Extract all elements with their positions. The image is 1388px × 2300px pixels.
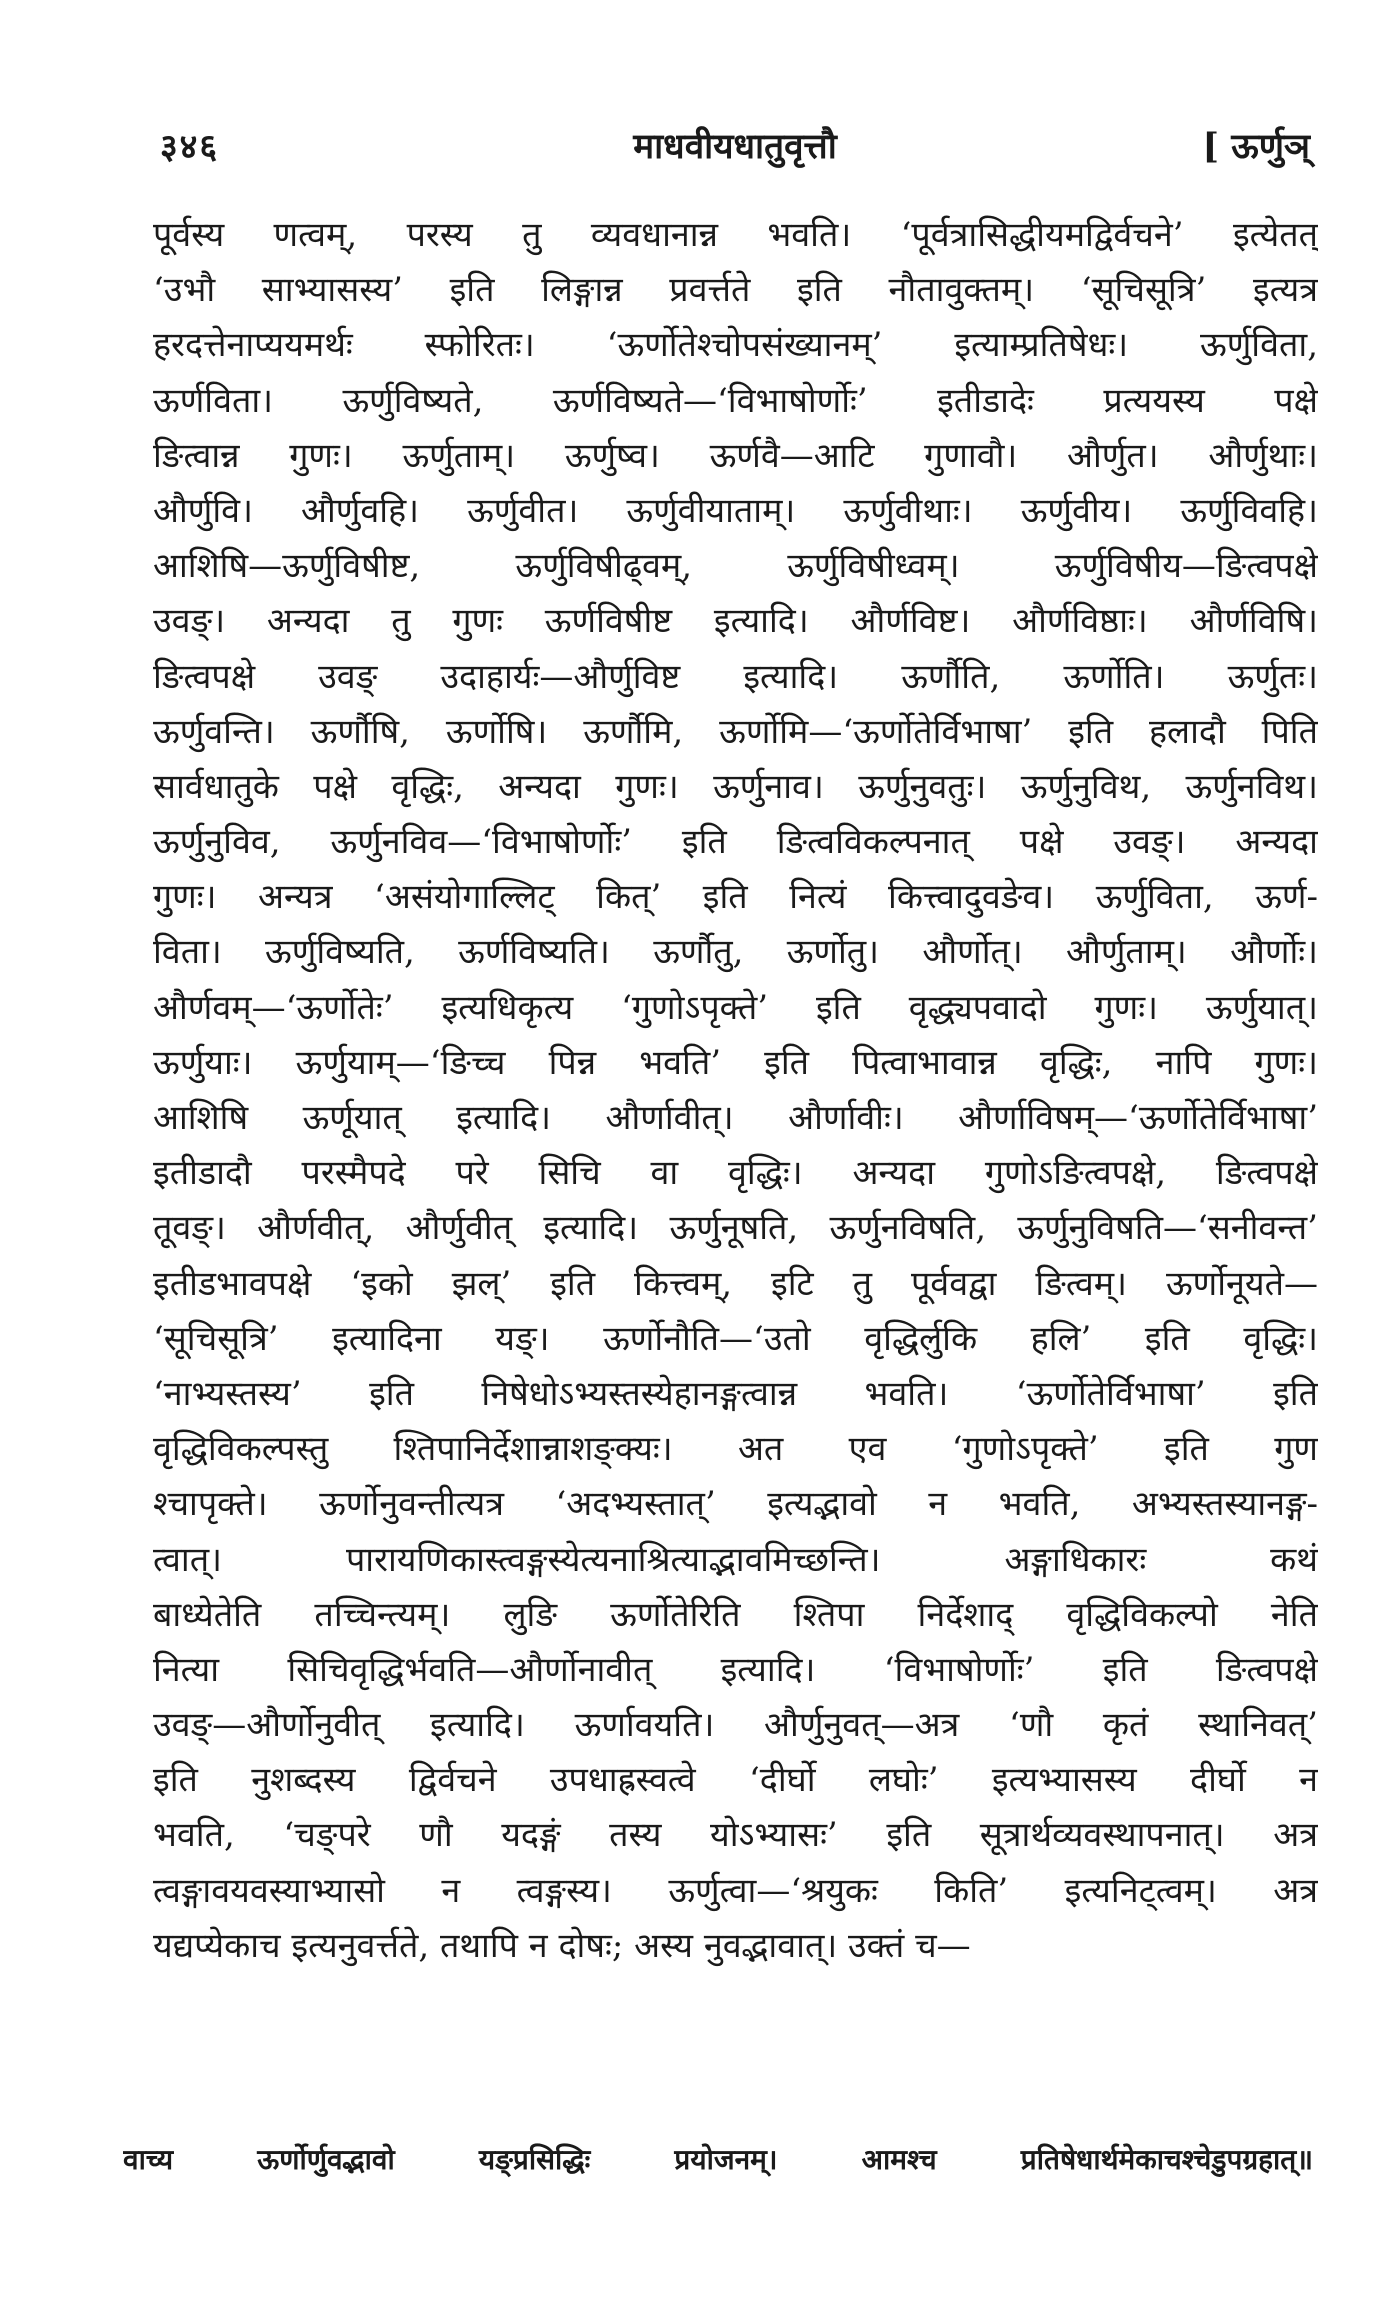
- text-line: हरदत्तेनाप्ययमर्थः स्फोरितः। ‘ऊर्णोतेश्चोपसंख्यानम्’ इत्याम्प्रतिषेधः। ऊर्णुविता,: [153, 325, 1318, 366]
- text-line: ऊर्णुयाः। ऊर्णुयाम्—‘ङिच्च पिन्न भवति’ इति पित्वाभावान्न वृद्धिः, नापि गुणः।: [153, 1042, 1318, 1083]
- text-line: ङित्वपक्षे उवङ् उदाहार्यः—और्णुविष्ट इत्यादि। ऊर्णौति, ऊर्णोति। ऊर्णुतः।: [153, 656, 1318, 697]
- verse-quotation: वाच्य ऊर्णोर्णुवद्भावो यङ्प्रसिद्धिः प्रयोजनम्। आमश्च प्रतिषेधार्थमेकाचश्चेडुपग्रहात्॥: [123, 2143, 1313, 2176]
- text-line: और्णुवि। और्णुवहि। ऊर्णुवीत। ऊर्णुवीयाताम्। ऊर्णुवीथाः। ऊर्णुवीय। ऊर्णुविवहि।: [153, 490, 1318, 531]
- text-line: उवङ्—और्णोनुवीत् इत्यादि। ऊर्णावयति। और्णुनुवत्—अत्र ‘णौ कृतं स्थानिवत्’: [153, 1705, 1318, 1746]
- text-line: बाध्येतेति तच्चिन्त्यम्। लुङि ऊर्णोतेरिति श्तिपा निर्देशाद् वृद्धिविकल्पो नेति: [153, 1594, 1318, 1635]
- text-line: ऊर्णुनुविव, ऊर्णुनविव—‘विभाषोर्णोः’ इति ङित्वविकल्पनात् पक्षे उवङ्। अन्यदा: [153, 822, 1318, 863]
- text-line: ऊर्णविता। ऊर्णुविष्यते, ऊर्णविष्यते—‘विभाषोर्णोः’ इतीडादेः प्रत्ययस्य पक्षे: [153, 380, 1318, 421]
- text-line: पूर्वस्य णत्वम्, परस्य तु व्यवधानान्न भवति। ‘पूर्वत्रासिद्धीयमद्विर्वचने’ इत्येतत्: [153, 215, 1318, 255]
- text-line: और्णवम्—‘ऊर्णोतेः’ इत्यधिकृत्य ‘गुणोऽपृक्ते’ इति वृद्ध्यपवादो गुणः। ऊर्णुयात्।: [153, 987, 1318, 1028]
- text-line: आशिषि—ऊर्णुविषीष्ट, ऊर्णुविषीढ्वम्, ऊर्णुविषीध्वम्। ऊर्णुविषीय—ङित्वपक्षे: [153, 546, 1318, 587]
- text-line: इतीडादौ परस्मैपदे परे सिचि वा वृद्धिः। अन्यदा गुणोऽङित्वपक्षे, ङित्वपक्षे: [153, 1153, 1318, 1194]
- text-line: इतीडभावपक्षे ‘इको झल्’ इति कित्त्वम्, इटि तु पूर्ववद्वा ङित्वम्। ऊर्णोनूयते—: [153, 1263, 1318, 1304]
- text-line: सार्वधातुके पक्षे वृद्धिः, अन्यदा गुणः। ऊर्णुनाव। ऊर्णुनुवतुः। ऊर्णुनुविथ, ऊर्णुनविथ।: [153, 766, 1318, 807]
- running-title: माधवीयधातुवृत्तौ: [633, 126, 837, 167]
- text-line: उवङ्। अन्यदा तु गुणः ऊर्णविषीष्ट इत्यादि। और्णविष्ट। और्णविष्ठाः। और्णविषि।: [153, 601, 1318, 642]
- body-text: [153, 208, 1318, 1974]
- text-line: गुणः। अन्यत्र ‘असंयोगाल्लिट् कित्’ इति नित्यं कित्त्वादुवङेव। ऊर्णुविता, ऊर्ण-: [153, 877, 1318, 918]
- text-line: त्वात्। पारायणिकास्त्वङ्गस्येत्यनाश्रित्याद्भावमिच्छन्ति। अङ्गाधिकारः कथं: [153, 1539, 1318, 1580]
- text-line: श्चापृक्ते। ऊर्णोनुवन्तीत्यत्र ‘अदभ्यस्तात्’ इत्यद्भावो न भवति, अभ्यस्तस्यानङ्ग-: [153, 1484, 1318, 1525]
- text-line: भवति, ‘चङ्परे णौ यदङ्गं तस्य योऽभ्यासः’ इति सूत्रार्थव्यवस्थापनात्। अत्र: [153, 1815, 1318, 1856]
- text-line: ङित्वान्न गुणः। ऊर्णुताम्। ऊर्णुष्व। ऊर्णवै—आटि गुणावौ। और्णुत। और्णुथाः।: [153, 435, 1318, 476]
- text-line: यद्यप्येकाच इत्यनुवर्त्तते, तथापि न दोषः; अस्य नुवद्भावात्। उक्तं च—: [153, 1925, 971, 1966]
- section-marker: [ ऊर्णुञ्: [1202, 126, 1310, 167]
- text-line: त्वङ्गावयवस्याभ्यासो न त्वङ्गस्य। ऊर्णुत्वा—‘श्रयुकः किति’ इत्यनिट्त्वम्। अत्र: [153, 1870, 1318, 1911]
- text-line: तूवङ्। और्णवीत्, और्णुवीत् इत्यादि। ऊर्णुनूषति, ऊर्णुनविषति, ऊर्णुनुविषति—‘सनीवन्त’: [153, 1208, 1318, 1249]
- text-line: ‘नाभ्यस्तस्य’ इति निषेधोऽभ्यस्तस्येहानङ्गत्वान्न भवति। ‘ऊर्णोतेर्विभाषा’ इति: [153, 1373, 1318, 1414]
- text-line: नित्या सिचिवृद्धिर्भवति—और्णोनावीत् इत्यादि। ‘विभाषोर्णोः’ इति ङित्वपक्षे: [153, 1649, 1318, 1690]
- text-line: इति नुशब्दस्य द्विर्वचने उपधाह्रस्वत्वे ‘दीर्घो लघोः’ इत्यभ्यासस्य दीर्घो न: [153, 1760, 1318, 1801]
- page-header: [160, 122, 1310, 172]
- text-line: वृद्धिविकल्पस्तु श्तिपानिर्देशान्नाशङ्क्यः। अत एव ‘गुणोऽपृक्ते’ इति गुण: [153, 1429, 1318, 1470]
- text-line: ‘उभौ साभ्यासस्य’ इति लिङ्गान्न प्रवर्त्तते इति नौतावुक्तम्। ‘सूचिसूत्रि’ इत्यत्र: [153, 270, 1318, 311]
- text-line: ‘सूचिसूत्रि’ इत्यादिना यङ्। ऊर्णोनौति—‘उतो वृद्धिर्लुकि हलि’ इति वृद्धिः।: [153, 1318, 1318, 1359]
- page-number: ३४६: [160, 127, 220, 167]
- text-line: विता। ऊर्णुविष्यति, ऊर्णविष्यति। ऊर्णौतु, ऊर्णोतु। और्णोत्। और्णुताम्। और्णोः।: [153, 932, 1318, 973]
- text-line: आशिषि ऊर्णूयात् इत्यादि। और्णावीत्। और्णावीः। और्णाविषम्—‘ऊर्णोतेर्विभाषा’: [153, 1098, 1318, 1138]
- text-line: ऊर्णुवन्ति। ऊर्णौषि, ऊर्णोषि। ऊर्णौमि, ऊर्णोमि—‘ऊर्णोतेर्विभाषा’ इति हलादौ पिति: [153, 711, 1318, 752]
